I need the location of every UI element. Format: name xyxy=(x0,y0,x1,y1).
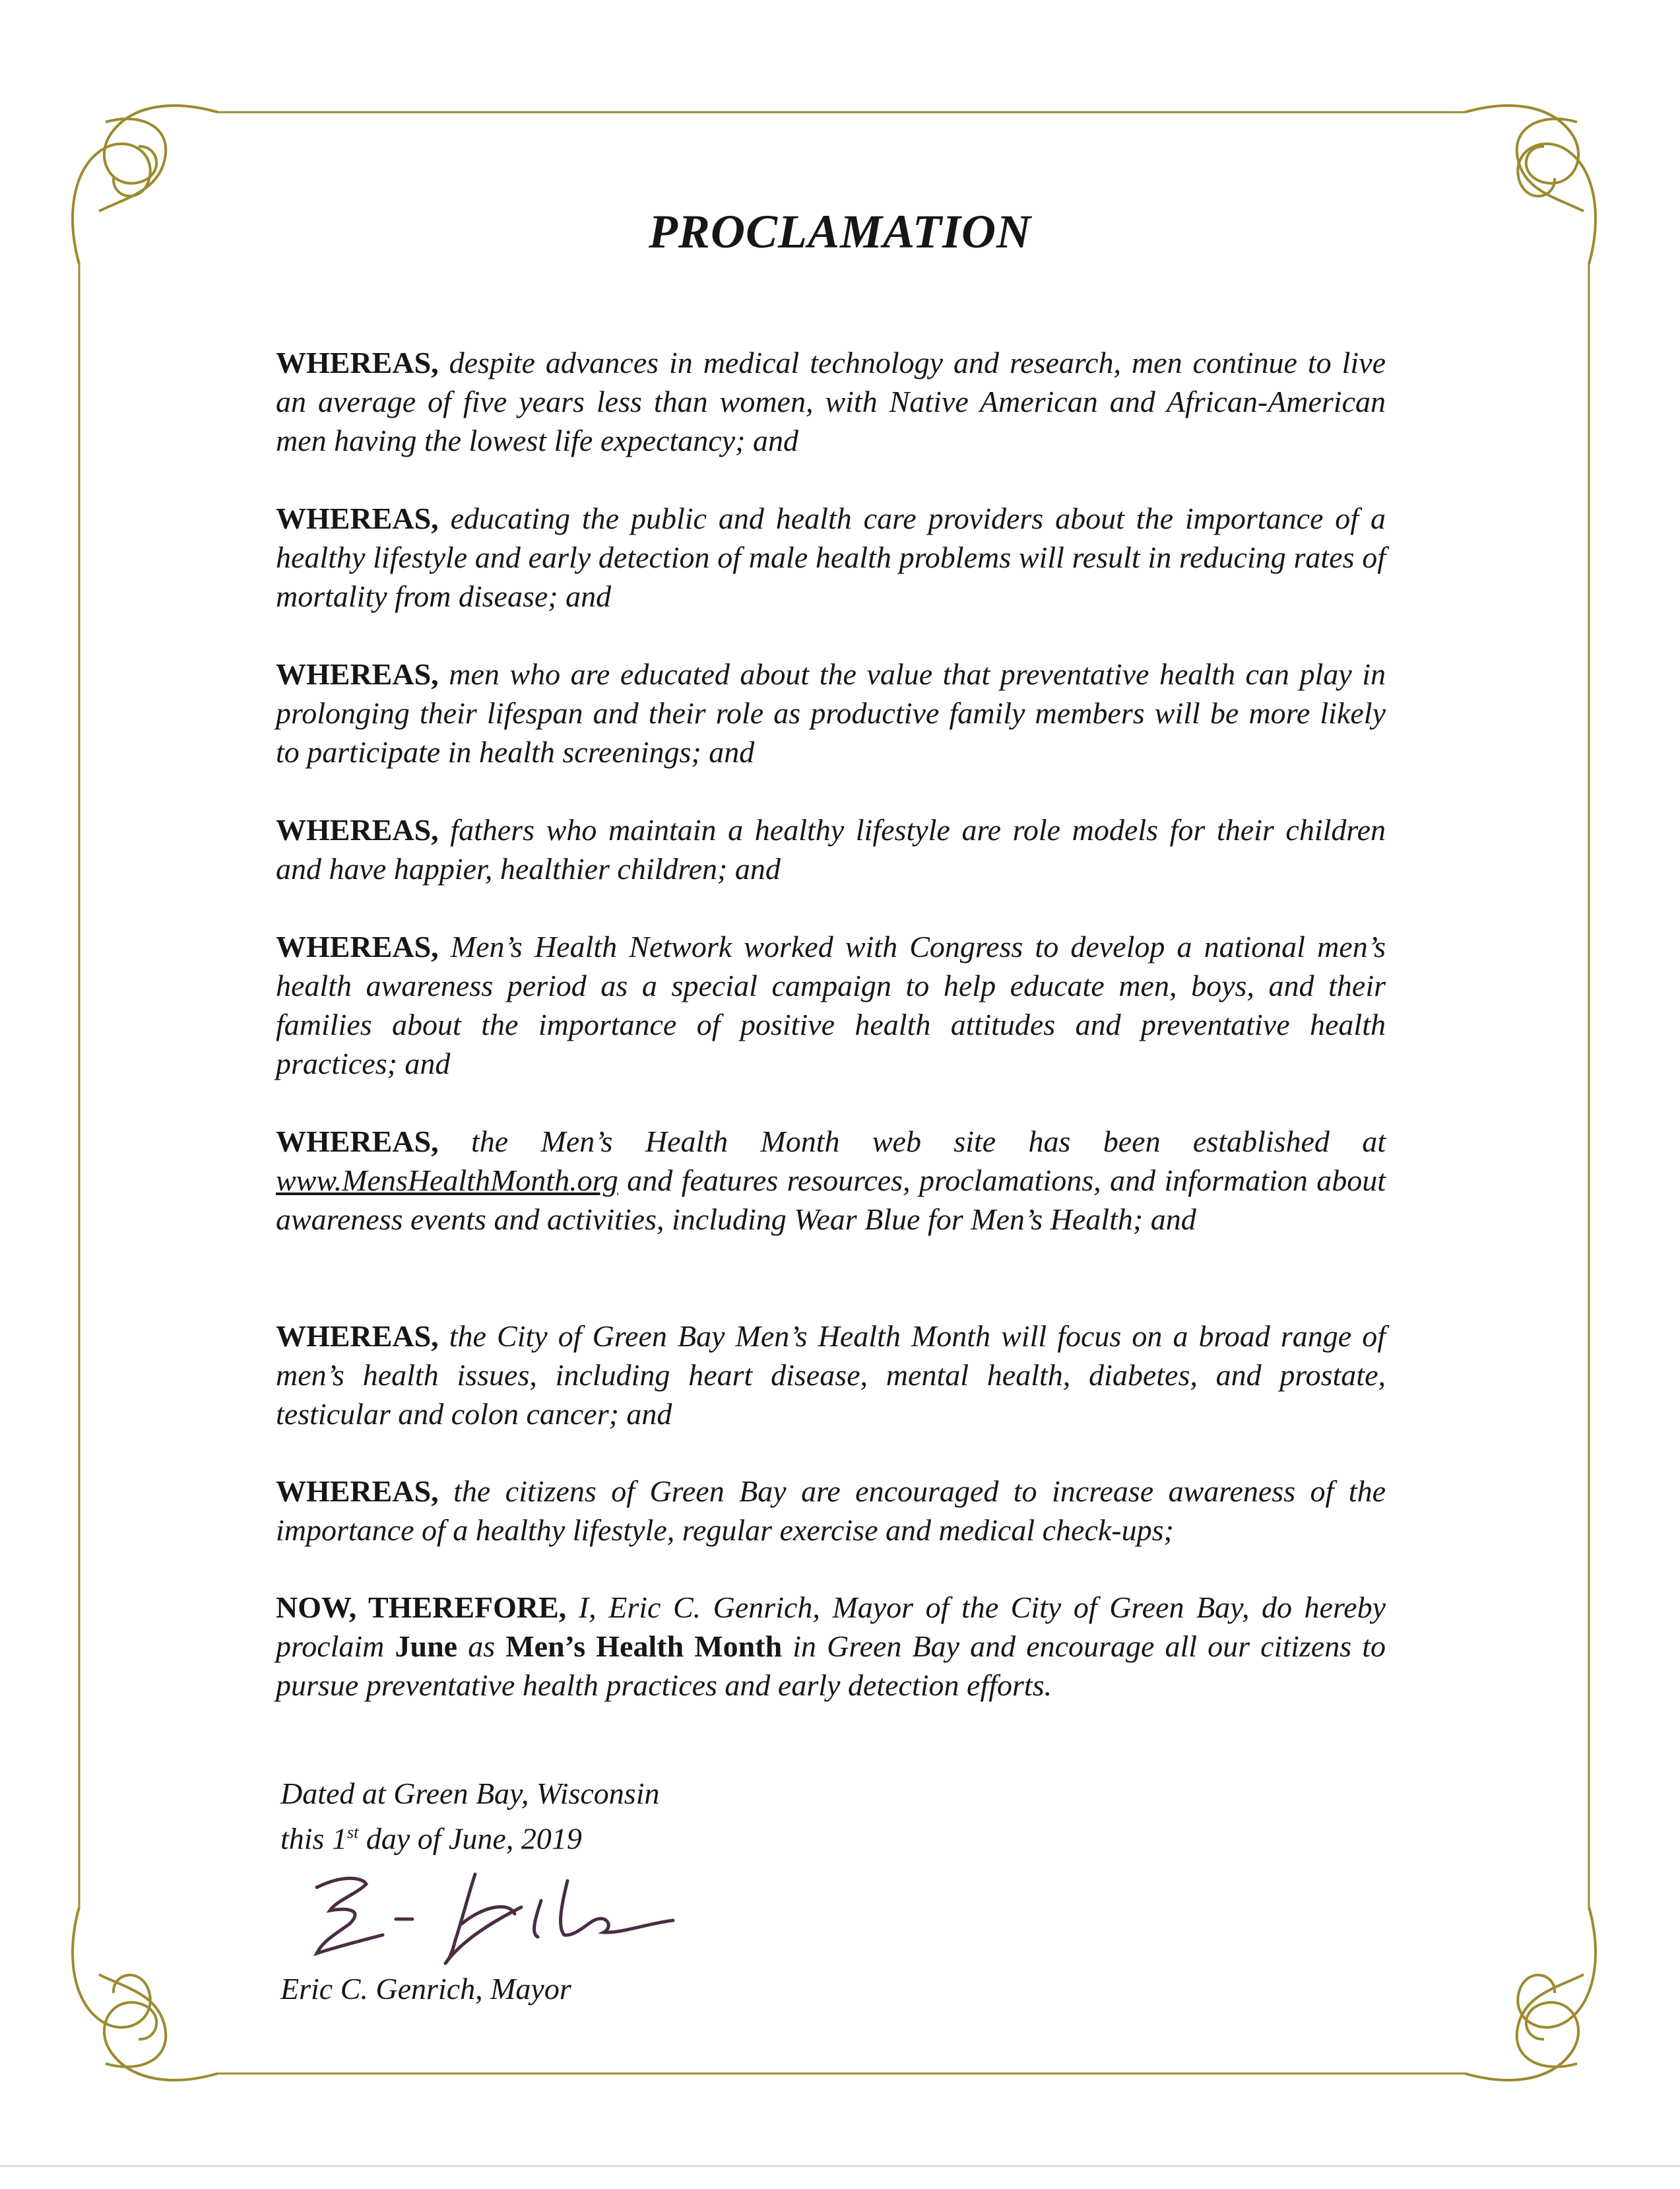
paragraph-text: in Green Bay and encourage all our citizens to pursue preventative health practices and early detection efforts. xyxy=(276,1629,1386,1702)
paragraph-text: the citizens of Green Bay are encouraged to increase awareness of the importance of a healthy lifestyle, regular exercise and medical check-ups; xyxy=(276,1474,1386,1547)
now-therefore-paragraph xyxy=(276,1588,1386,1705)
whereas-paragraph-4 xyxy=(276,810,1386,888)
paragraph-text: educating the public and health care providers about the importance of a healthy lifestyle and early detection of male health problems will result in reducing rates of mortality from disease; and xyxy=(276,502,1386,613)
date-ordinal: st xyxy=(346,1823,359,1842)
paragraph-text: I, Eric C. Genrich, Mayor of the City of Green Bay, do hereby proclaim xyxy=(276,1590,1386,1663)
whereas-keyword: WHEREAS, xyxy=(276,346,439,379)
whereas-paragraph-3 xyxy=(276,655,1386,771)
whereas-paragraph-7 xyxy=(276,1317,1386,1433)
paragraph-text: despite advances in medical technology and research, men continue to live an average of five years less than women, with Native American and African-American men having the lowest life expectancy; and xyxy=(276,346,1386,457)
now-therefore-keyword: NOW, THEREFORE, xyxy=(276,1590,567,1624)
observance-name: Men’s Health Month xyxy=(505,1629,783,1663)
whereas-keyword: WHEREAS, xyxy=(276,1319,439,1353)
whereas-keyword: WHEREAS, xyxy=(276,657,439,691)
whereas-keyword: WHEREAS, xyxy=(276,502,439,535)
signer-name: Eric C. Genrich, Mayor xyxy=(280,1972,571,2006)
whereas-paragraph-5 xyxy=(276,927,1386,1083)
paragraph-text: Men’s Health Network worked with Congress to develop a national men’s health awareness period as a special campaign to help educate men, boys, and their families about the importance of positive health attitudes and preventative health practices; and xyxy=(276,930,1386,1080)
whereas-paragraph-2 xyxy=(276,499,1386,616)
paragraph-text: and features resources, proclamations, and information about awareness events and activities, including Wear Blue for Men’s Health; and xyxy=(276,1163,1386,1236)
whereas-paragraph-1 xyxy=(276,343,1386,460)
dated-line: Dated at Green Bay, Wisconsin xyxy=(280,1777,660,1810)
scan-edge-line xyxy=(0,2165,1680,2167)
whereas-keyword: WHEREAS, xyxy=(276,813,439,847)
date-line xyxy=(280,1813,582,1858)
website-link[interactable]: www.MensHealthMonth.org xyxy=(276,1163,618,1197)
paragraph-text: the Men’s Health Month web site has been established at xyxy=(471,1125,1386,1158)
whereas-keyword: WHEREAS, xyxy=(276,930,439,964)
whereas-keyword: WHEREAS, xyxy=(276,1474,439,1508)
paragraph-text: as xyxy=(468,1629,496,1663)
mayor-signature xyxy=(304,1861,699,1967)
paragraph-text: men who are educated about the value that preventative health can play in prolonging their lifespan and their role as productive family members will be more likely to participate in health screenings; and xyxy=(276,657,1386,769)
paragraph-text: fathers who maintain a healthy lifestyle are role models for their children and have happier, healthier children; and xyxy=(276,813,1386,886)
whereas-paragraph-6 xyxy=(276,1122,1386,1239)
document-title: PROCLAMATION xyxy=(648,205,1032,258)
date-prefix: this 1 xyxy=(280,1821,347,1856)
proclaimed-month: June xyxy=(395,1629,458,1663)
whereas-keyword: WHEREAS, xyxy=(276,1125,439,1158)
paragraph-text: the City of Green Bay Men’s Health Month will focus on a broad range of men’s health issues, including heart disease, mental health, diabetes, and prostate, testicular and colon cancer; and xyxy=(276,1319,1386,1431)
date-suffix: day of June, 2019 xyxy=(358,1821,582,1856)
whereas-paragraph-8 xyxy=(276,1472,1386,1550)
